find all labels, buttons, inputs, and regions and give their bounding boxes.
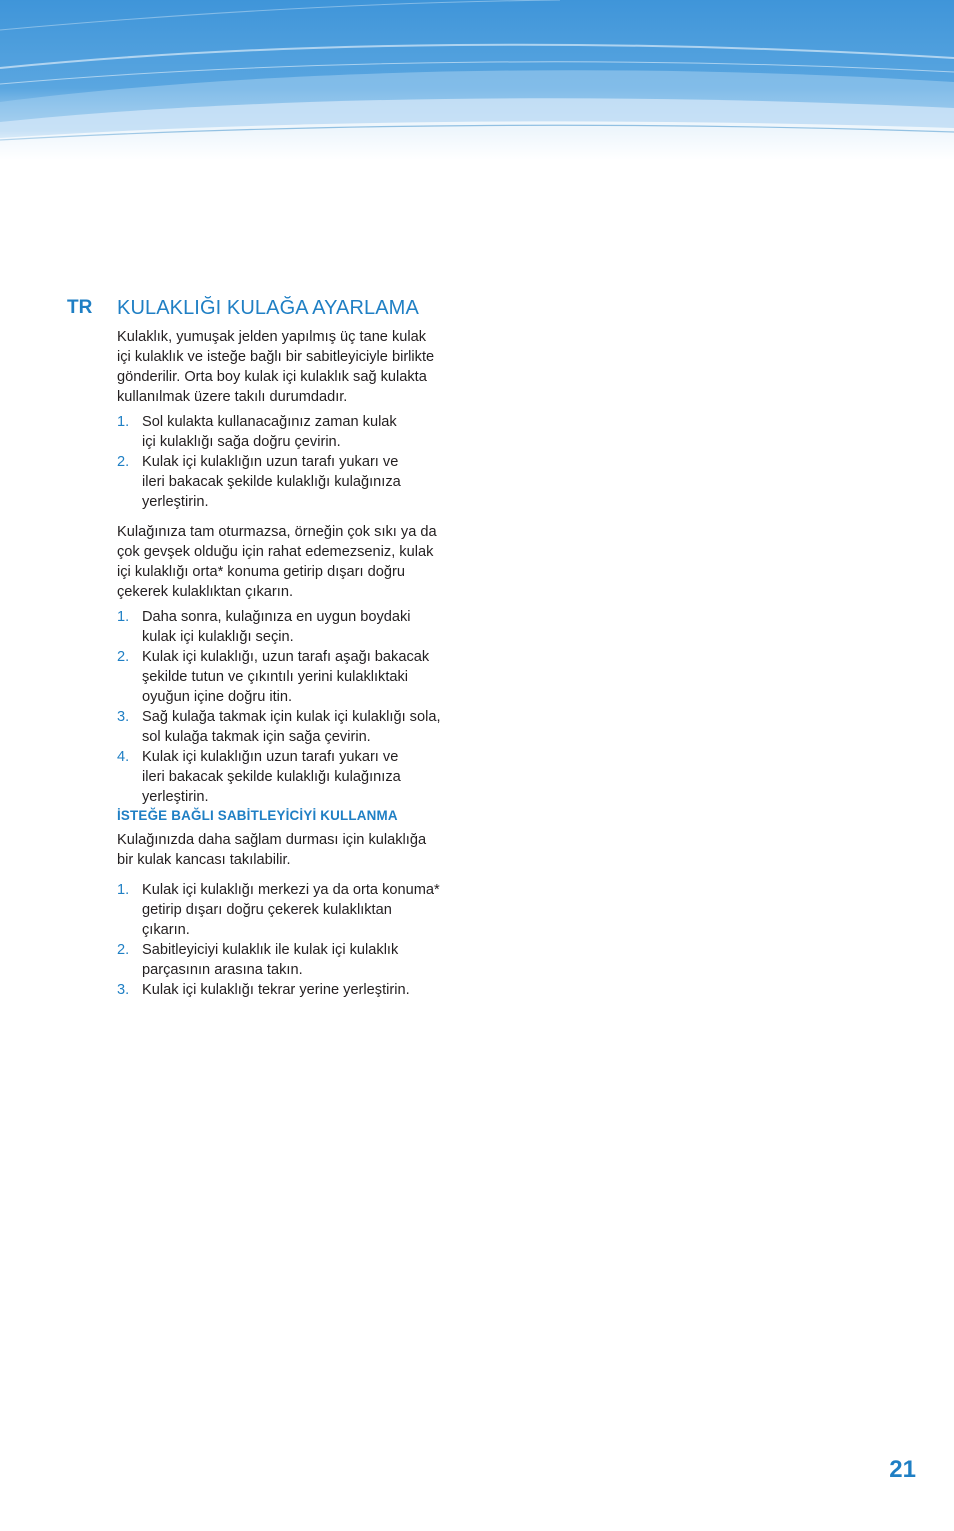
- text-line: sol kulağa takmak için sağa çevirin.: [142, 729, 371, 745]
- text-line: kullanılmak üzere takılı durumdadır.: [117, 389, 348, 405]
- steps-list-stabilizer: [117, 880, 467, 1000]
- text-line: Kulak içi kulaklığı, uzun tarafı aşağı bakacak: [142, 649, 430, 665]
- text-line: ileri bakacak şekilde kulaklığı kulağınıza: [142, 769, 401, 785]
- text-line: Kulak içi kulaklığı tekrar yerine yerleştirin.: [142, 982, 410, 998]
- text-line: yerleştirin.: [142, 494, 209, 510]
- fit-paragraph: [117, 522, 467, 602]
- text-line: içi kulaklığı sağa doğru çevirin.: [142, 434, 341, 450]
- list-item: [117, 880, 467, 940]
- intro-paragraph: [117, 327, 467, 407]
- subsection-title: İSTEĞE BAĞLI SABİTLEYİCİYİ KULLANMA: [117, 808, 398, 823]
- text-line: içi kulaklığı orta* konuma getirip dışarı doğru: [117, 564, 405, 580]
- step-number: 2.: [117, 942, 130, 958]
- step-number: 1.: [117, 609, 130, 625]
- text-line: içi kulaklık ve isteğe bağlı bir sabitleyiciyle birlikte: [117, 349, 435, 365]
- text-line: çok gevşek olduğu için rahat edemezseniz, kulak: [117, 544, 434, 560]
- step-number: 1.: [117, 882, 130, 898]
- text-line: getirip dışarı doğru çekerek kulaklıktan: [142, 902, 392, 918]
- main-content: [117, 295, 467, 1000]
- text-line: parçasının arasına takın.: [142, 962, 303, 978]
- step-number: 2.: [117, 649, 130, 665]
- list-item: [117, 647, 467, 707]
- text-line: Sol kulakta kullanacağınız zaman kulak: [142, 414, 397, 430]
- list-item: [117, 747, 467, 807]
- step-number: 3.: [117, 709, 130, 725]
- steps-list-change-size: [117, 607, 467, 807]
- text-line: Daha sonra, kulağınıza en uygun boydaki: [142, 609, 411, 625]
- text-line: Kulağınızda daha sağlam durması için kulaklığa: [117, 832, 427, 848]
- header-wave-banner: [0, 0, 954, 160]
- text-line: Kulak içi kulaklığın uzun tarafı yukarı ve: [142, 454, 399, 470]
- text-line: oyuğun içine doğru itin.: [142, 689, 293, 705]
- list-item: [117, 980, 467, 1000]
- text-line: Kulak içi kulaklığın uzun tarafı yukarı ve: [142, 749, 399, 765]
- step-number: 2.: [117, 454, 130, 470]
- step-number: 4.: [117, 749, 130, 765]
- text-line: gönderilir. Orta boy kulak içi kulaklık sağ kulakta: [117, 369, 427, 385]
- text-line: Sağ kulağa takmak için kulak içi kulaklığı sola,: [142, 709, 441, 725]
- ear-hook-paragraph: [117, 830, 467, 870]
- text-line: Kulağınıza tam oturmazsa, örneğin çok sıkı ya da: [117, 524, 437, 540]
- text-line: çıkarın.: [142, 922, 190, 938]
- page-number: 21: [889, 1456, 916, 1483]
- text-line: Kulak içi kulaklığı merkezi ya da orta konuma*: [142, 882, 440, 898]
- text-line: ileri bakacak şekilde kulaklığı kulağınıza: [142, 474, 401, 490]
- language-code: TR: [67, 297, 93, 318]
- section-title: KULAKLIĞI KULAĞA AYARLAMA: [117, 297, 419, 319]
- list-item: [117, 452, 467, 512]
- step-number: 3.: [117, 982, 130, 998]
- text-line: yerleştirin.: [142, 789, 209, 805]
- text-line: şekilde tutun ve çıkıntılı yerini kulaklıktaki: [142, 669, 409, 685]
- text-line: bir kulak kancası takılabilir.: [117, 852, 291, 868]
- text-line: çekerek kulaklıktan çıkarın.: [117, 584, 294, 600]
- list-item: [117, 607, 467, 647]
- list-item: [117, 707, 467, 747]
- text-line: Kulaklık, yumuşak jelden yapılmış üç tane kulak: [117, 329, 427, 345]
- list-item: [117, 412, 467, 452]
- steps-list-left-ear: [117, 412, 467, 512]
- text-line: Sabitleyiciyi kulaklık ile kulak içi kulaklık: [142, 942, 399, 958]
- list-item: [117, 940, 467, 980]
- text-line: kulak içi kulaklığı seçin.: [142, 629, 294, 645]
- step-number: 1.: [117, 414, 130, 430]
